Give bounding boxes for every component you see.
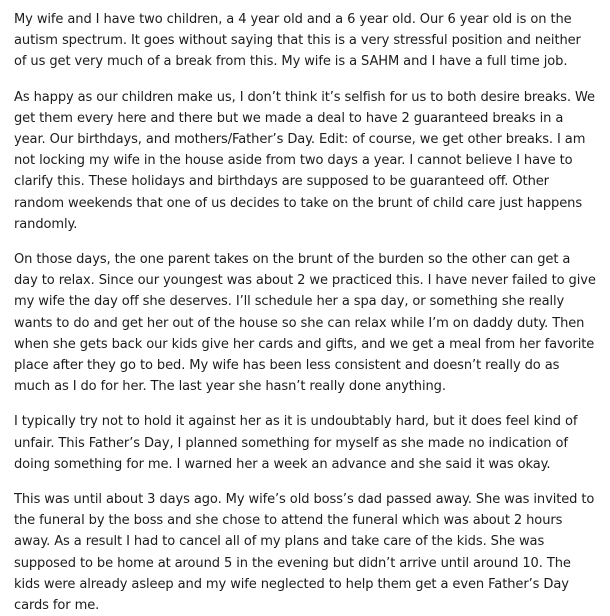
- paragraph-5: This was until about 3 days ago. My wife’s old boss’s dad passed away. She was invited to the funeral by the boss and she chose to attend the funeral which was about 2 hours away. As a result I had to cancel all of my plans and take care of the kids. She was supposed to be home at around 5 in the evening but didn’t arrive until around 10. The kids were already asleep and my wife neglected to help them get a even Father’s Day cards for me.: [14, 492, 595, 614]
- paragraph-3: On those days, the one parent takes on the brunt of the burden so the other can get a day to relax. Since our youngest was about 2 we practiced this. I have never failed to give my wife the day off she deserves. I’ll schedule her a spa day, or something she really wants to do and get her out of the house so she can relax while I’m on daddy duty. Then when she gets back our kids give her cards and gifts, and we get a meal from her favorite place after they go to bed. My wife has been less consistent and doesn’t really do as much as I do for her. The last year she hasn’t really done anything.: [14, 252, 596, 395]
- paragraph-2: As happy as our children make us, I don’t think it’s selfish for us to both desire breaks. We get them every here and there but we made a deal to have 2 guaranteed breaks in a year. Our birthdays, and mothers/Father’s Day. Edit: of course, we get other breaks. I am not locking my wife in the house aside from two days a year. I cannot believe I have to clarify this. These holidays and birthdays are supposed to be guaranteed off. Other random weekends that one of us decides to take on the brunt of child care just happens randomly.: [14, 89, 595, 232]
- paragraph-1: My wife and I have two children, a 4 year old and a 6 year old. Our 6 year old is on the autism spectrum. It goes without saying that this is a very stressful position and neither of us get very much of a break from this. My wife is a SAHM and I have a full time job.: [14, 12, 581, 70]
- paragraph-4: I typically try not to hold it against her as it is undoubtably hard, but it does feel kind of unfair. This Father’s Day, I planned something for myself as she made no indication of doing something for me. I warned her a week an advance and she said it was okay.: [14, 414, 578, 472]
